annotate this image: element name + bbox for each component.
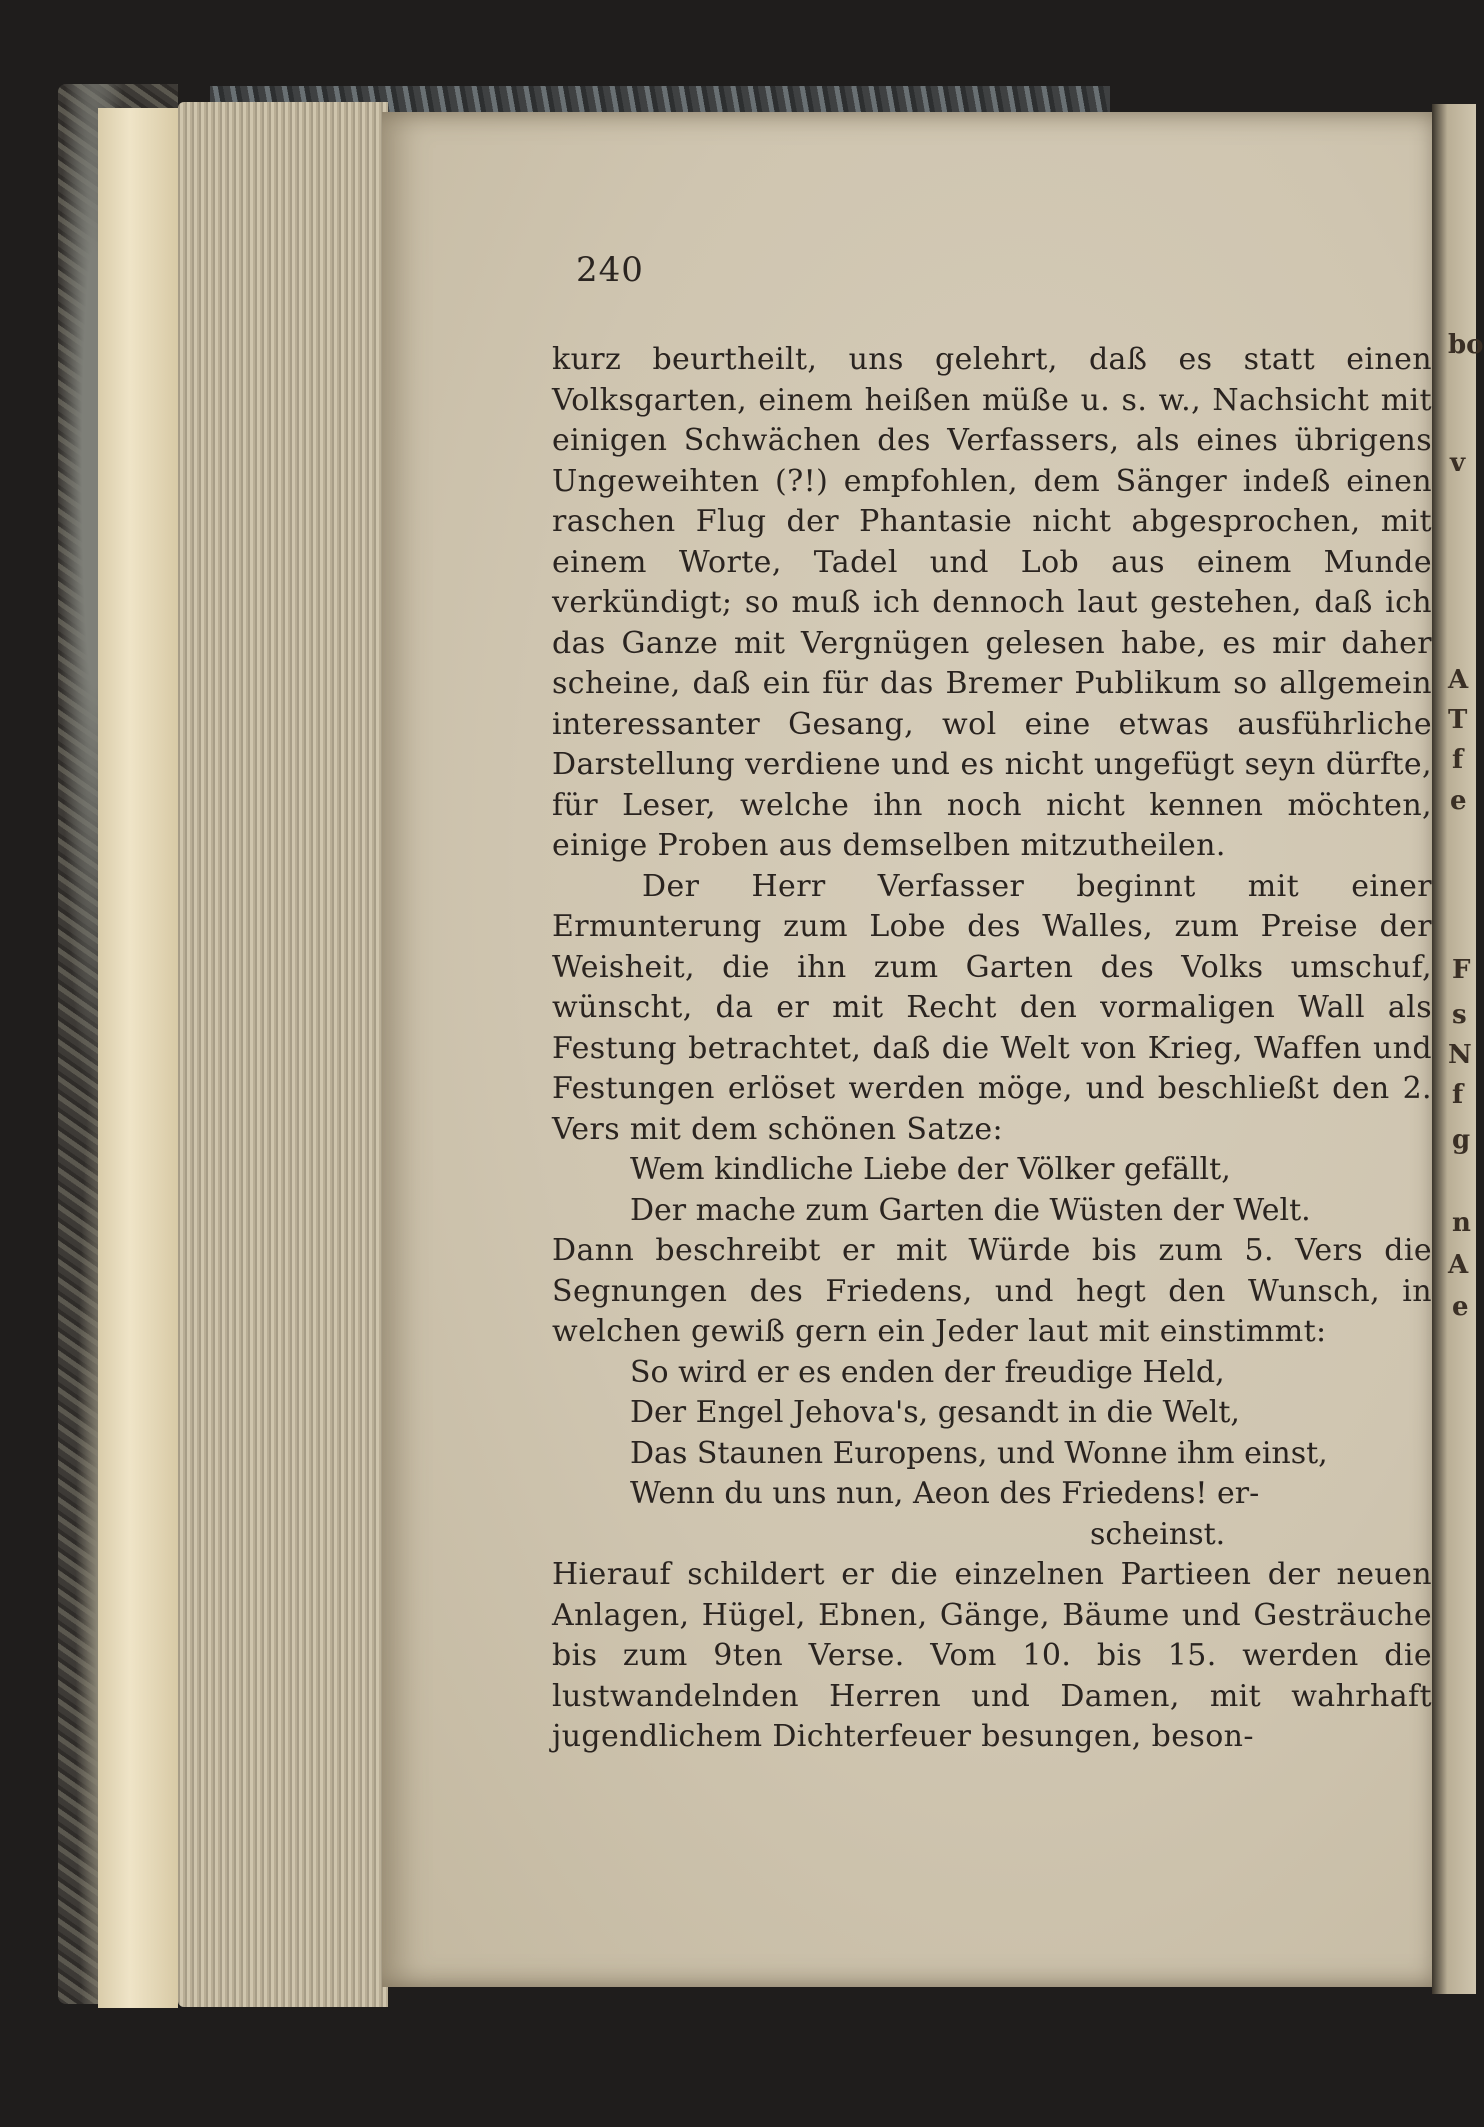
paragraph-1: kurz beurtheilt, uns gelehrt, daß es statt einen Volksgarten, einem heißen müße u. s. w., Nachsicht mit einigen Schwächen des Verfassers, als eines übrigens Ungeweihten (?!) empfohlen, dem Sänger indeß einen raschen Flug der Phantasie nicht abgesprochen, mit einem Worte, Tadel und Lob aus einem Munde verkündigt; so muß ich dennoch laut gestehen, daß ich das Ganze mit Vergnügen gelesen habe, es mir daher scheine, daß ein für das Bremer Publikum so allgemein interessanter Gesang, wol eine etwas ausführliche Darstellung verdiene und es nicht ungefügt seyn dürfte, für Leser, welche ihn noch nicht kennen möchten, einige Proben aus demselben mitzutheilen.: [552, 342, 1432, 863]
next-page-fragment: n: [1452, 1208, 1471, 1238]
verse-2: [552, 1353, 1432, 1556]
verse-line: Der Engel Jehova's, gesandt in die Welt,: [630, 1395, 1240, 1430]
verse-line: Wem kindliche Liebe der Völker gefällt,: [630, 1152, 1231, 1187]
paragraph-3: Dann beschreibt er mit Würde bis zum 5. Vers die Segnungen des Friedens, und hegt den Wunsch, in welchen gewiß gern ein Jeder laut mit einstimmt:: [552, 1233, 1432, 1349]
next-page-fragment: g: [1452, 1125, 1471, 1155]
next-page-fragment: v: [1450, 448, 1466, 478]
next-page-fragment: e: [1450, 786, 1467, 816]
verse-line: Wenn du uns nun, Aeon des Friedens! er-: [630, 1476, 1260, 1511]
next-page-fragment: N: [1448, 1040, 1472, 1070]
page-text: [552, 250, 1432, 1758]
page-number: 240: [576, 250, 644, 290]
verse-1: [552, 1150, 1432, 1231]
paragraph-4: Hierauf schildert er die einzelnen Partieen der neuen Anlagen, Hügel, Ebnen, Gänge, Bäume und Gesträuche bis zum 9ten Verse. Vom 10. bis 15. werden die lustwandelnden Herren und Damen, mit wahrhaft jugendlichem Dichterfeuer besungen, beson-: [552, 1557, 1432, 1754]
endpaper: [98, 108, 178, 2008]
next-page-fragment: A: [1448, 665, 1469, 695]
next-page-fragment: f: [1452, 745, 1464, 775]
verse-line: Der mache zum Garten die Wüsten der Welt.: [630, 1192, 1311, 1228]
paragraph-2: Der Herr Verfasser beginnt mit einer Ermunterung zum Lobe des Walles, zum Preise der Weisheit, die ihn zum Garten des Volks umschuf, wünscht, da er mit Recht den vormaligen Wall als Festung betrachtet, daß die Welt von Krieg, Waffen und Festungen erlöset werden möge, und beschließt den 2. Vers mit dem schönen Satze:: [552, 868, 1432, 1147]
next-page-fragment: f: [1452, 1080, 1464, 1110]
next-page-fragment: A: [1448, 1250, 1469, 1280]
verse-line-continuation: scheinst.: [1090, 1516, 1226, 1552]
next-page-fragment: e: [1452, 1292, 1469, 1322]
verse-line: Das Staunen Europens, und Wonne ihm einst,: [630, 1435, 1328, 1471]
next-page-fragment: F: [1452, 955, 1471, 985]
page-edges: [178, 102, 388, 2007]
next-page-fragment: s: [1452, 1000, 1467, 1030]
next-page-fragment: T: [1448, 705, 1468, 735]
verse-line: So wird er es enden der freudige Held,: [630, 1354, 1225, 1390]
next-page-fragment: bo: [1448, 330, 1484, 360]
